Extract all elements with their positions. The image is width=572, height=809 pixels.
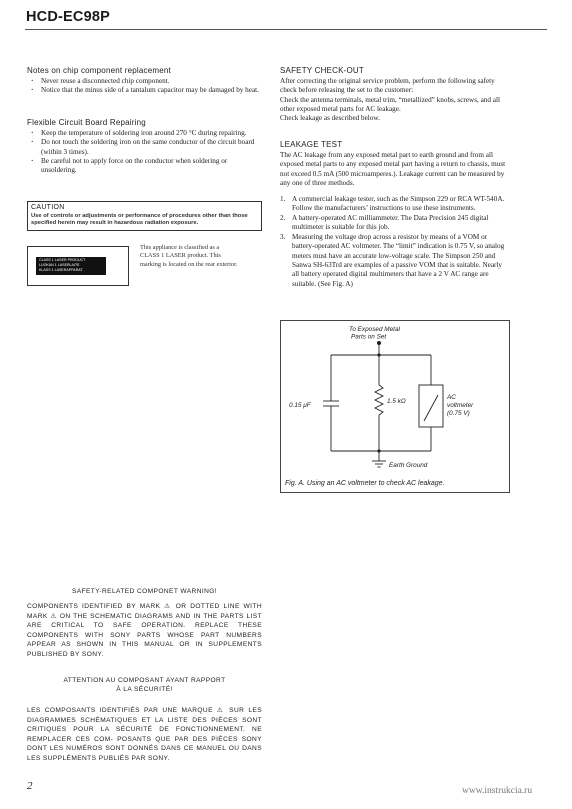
list-item xyxy=(280,214,510,233)
item-number: 2. xyxy=(280,214,286,223)
laser-description: This appliance is classified as a CLASS 1 LASER product. This marking is located on the rear exterior. xyxy=(140,244,238,268)
chip-title: Notes on chip component replacement xyxy=(27,66,171,75)
meter-label-voltmeter: voltmeter xyxy=(447,402,474,409)
item-text: A battery-operated AC milliammeter. The Data Precision 245 digital multimeter is suitable for this job. xyxy=(292,214,489,232)
header-rule xyxy=(25,29,547,30)
figure-caption: Fig. A. Using an AC voltmeter to check AC leakage. xyxy=(285,480,445,487)
caution-box xyxy=(27,201,262,231)
caution-title: CAUTION xyxy=(31,204,65,211)
laser-label-line: LUOKAN 1 LASERLAITE xyxy=(39,263,80,267)
warning-fr-title-line-1: ATTENTION AU COMPOSANT AYANT RAPPORT xyxy=(63,677,226,684)
list-item: · Be careful not to apply force on the conductor when soldering or unsoldering. xyxy=(27,157,262,176)
safety-text: After correcting the original service problem, perform the following safety check before releasing the set to the customer: Check the antenna terminals, metal trim, “metallized” knobs, screws, and all other exposed metal parts for AC leakage. Check leakage as described below. xyxy=(280,77,500,123)
warning-en-text: COMPONENTS IDENTIFIED BY MARK ⚠ OR DOTTED LINE WITH MARK ⚠ ON THE SCHEMATIC DIAGRAMS AND IN THE PARTS LIST ARE CRITICAL TO SAFE OPERATION. REPLACE THESE COMPONENTS WITH SONY PARTS WHOSE PART NUMBERS APPEAR AS SHOWN IN THIS MANUAL OR IN SUPPLEMENTS PUBLISHED BY SONY. xyxy=(27,603,262,658)
page-number: 2 xyxy=(27,780,33,792)
laser-class-label xyxy=(36,257,106,275)
leakage-text: The AC leakage from any exposed metal part to earth ground and from all exposed metal parts to any exposed metal part having a return to chassis, must not exceed 0.5 mA (500 microamperes.). Leakage current can be measured by any one of three methods. xyxy=(280,151,506,187)
label-exposed-metal: To Exposed Metal xyxy=(349,326,400,333)
warning-en-title: SAFETY-RELATED COMPONET WARNING! xyxy=(71,588,218,595)
meter-label-ac: AC xyxy=(447,394,456,401)
warning-fr-title-line-2: À LA SÉCURITÉ! xyxy=(116,686,173,693)
capacitor-label: 0.15 μF xyxy=(289,402,311,409)
leakage-methods xyxy=(280,195,510,289)
item-text: A commercial leakage tester, such as the Simpson 229 or RCA WT-540A. Follow the manufacturers’ instructions to use these instruments. xyxy=(292,195,505,213)
resistor-label: 1.5 kΩ xyxy=(387,398,406,405)
flex-title: Flexible Circuit Board Repairing xyxy=(27,118,146,127)
list-item: · Notice that the minus side of a tantalum capacitor may be damaged by heat. xyxy=(27,86,262,95)
item-text: Measuring the voltage drop across a resistor by means of a VOM or battery-operated AC voltmeter. The “limit” indication is 0.75 V, so analog meters must have an accurate low-voltage scale. The Simpson 250 and Sanwa SH-63Trd are examples of a passive VOM that is suitable. Nearly all battery operated digital multimeters that have a 2 V AC range are suitable. (See Fig. A) xyxy=(292,233,505,288)
model-title: HCD-EC98P xyxy=(26,9,110,25)
warning-fr-text: LES COMPOSANTS IDENTIFIÉS PAR UNE MARQUE ⚠ SUR LES DIAGRAMMES SCHÉMATIQUES ET LA LISTE DES PIÈCES SONT CRITIQUES POUR LA SÉCURITÉ DE FONCTIONNEMENT. NE REMPLACER CES COM- POSANTS QUE PAR DES PIÈCES SONY DONT LES NUMÉROS SONT DONNÉS DANS CE MANUEL OU DANS LES SUPPLÉMENTS PUBLIÉS PAR SONY. xyxy=(27,707,262,762)
list-item xyxy=(280,233,510,289)
flex-list xyxy=(27,129,262,175)
meter-label-range: (0.75 V) xyxy=(447,410,470,417)
watermark: www.instrukcia.ru xyxy=(462,786,533,796)
item-number: 1. xyxy=(280,195,286,203)
label-parts-on-set: Parts on Set xyxy=(351,333,387,341)
laser-label-line: KLASS 1 LASERAPPARAT xyxy=(39,268,83,272)
item-number: 3. xyxy=(280,233,286,242)
list-item: · Keep the temperature of soldering iron around 270 °C during repairing. xyxy=(27,129,262,138)
figure-a xyxy=(280,320,510,493)
leakage-circuit-diagram xyxy=(281,321,509,492)
caution-text: Use of controls or adjustments or performance of procedures other than those specified herein may result in hazardous radiation exposure. xyxy=(31,213,248,227)
safety-title: SAFETY CHECK-OUT xyxy=(280,66,364,75)
laser-label-line: CLASS 1 LASER PRODUCT xyxy=(39,258,86,262)
list-item xyxy=(280,195,510,214)
earth-ground-label: Earth Ground xyxy=(389,462,428,469)
list-item: · Never reuse a disconnected chip component. xyxy=(27,77,262,86)
chip-list xyxy=(27,77,262,96)
leakage-title: LEAKAGE TEST xyxy=(280,140,343,149)
list-item: · Do not touch the soldering iron on the same conductor of the circuit board (within 3 times). xyxy=(27,138,262,157)
